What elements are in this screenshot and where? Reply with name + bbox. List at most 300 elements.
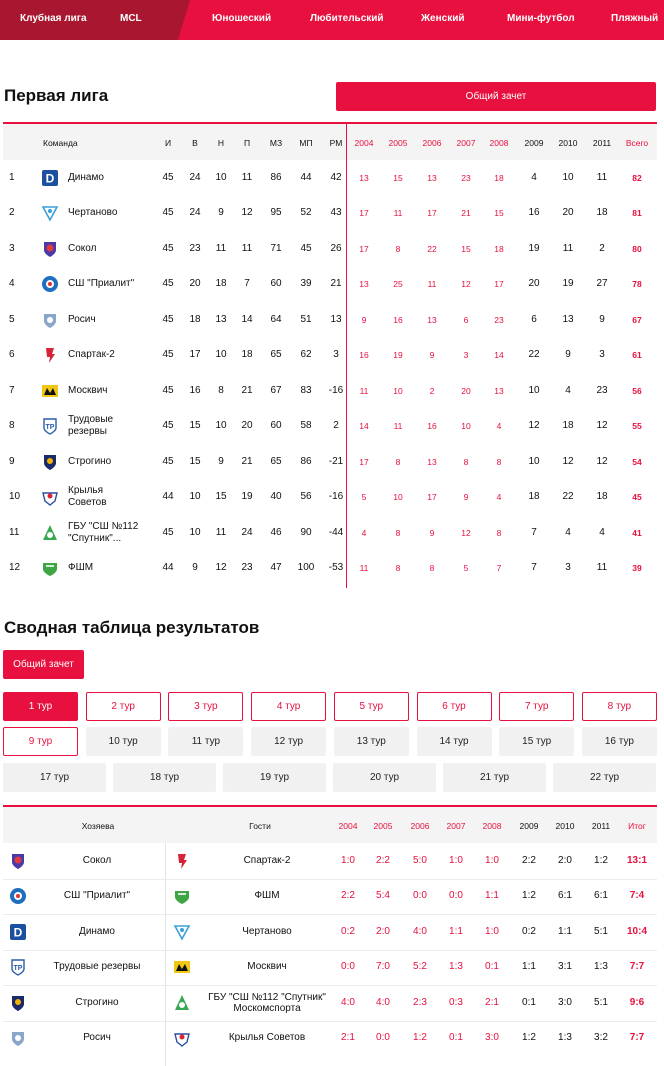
row-separator	[3, 914, 657, 915]
age-points: 8	[496, 527, 502, 538]
stat-value: 44	[162, 562, 174, 574]
stat-value: 13	[215, 313, 227, 325]
age-points: 8	[496, 456, 502, 467]
tour-button[interactable]: 19 тур	[223, 763, 326, 792]
stat-value: 47	[270, 562, 282, 574]
stat-value: 45	[162, 384, 174, 396]
age-score: 4:0	[376, 996, 390, 1008]
age-score: 2:2	[341, 890, 355, 902]
age-points: 4	[565, 384, 571, 396]
age-points: 11	[596, 171, 608, 183]
tour-button[interactable]: 3 тур	[168, 692, 243, 721]
age-points: 4	[496, 492, 502, 503]
age-points: 17	[359, 456, 369, 467]
age-points: 11	[427, 279, 437, 290]
age-points: 10	[393, 492, 403, 503]
stat-value: 67	[270, 384, 282, 396]
age-points: 11	[359, 385, 369, 396]
stat-value: -21	[328, 455, 344, 467]
team-name[interactable]: Трудовые резервы	[68, 414, 114, 438]
stat-value: -16	[328, 491, 344, 503]
moskvich-logo-icon	[173, 958, 191, 976]
age-points: 7	[531, 526, 537, 538]
age-score: 1:2	[522, 1032, 536, 1044]
tour-button[interactable]: 15 тур	[499, 727, 574, 756]
results-total-button[interactable]: Общий зачет	[3, 650, 84, 679]
tour-button[interactable]: 1 тур	[3, 692, 78, 721]
stat-value: 65	[270, 455, 282, 467]
age-points: 10	[562, 171, 574, 183]
age-score: 7:0	[376, 961, 390, 973]
column-header-age: Всего	[625, 138, 649, 148]
stat-value: 60	[270, 278, 282, 290]
total-points: 80	[632, 243, 642, 254]
stat-value: 2	[333, 420, 339, 432]
stat-value: 18	[241, 349, 253, 361]
stat-value: 56	[300, 491, 312, 503]
stat-value: 11	[241, 242, 253, 254]
stat-value: 45	[162, 207, 174, 219]
age-score: 1:0	[485, 854, 499, 866]
standings-row[interactable]	[3, 515, 657, 551]
age-score: 1:2	[413, 1032, 427, 1044]
standings-row[interactable]	[3, 160, 657, 196]
age-points: 12	[562, 455, 574, 467]
tour-button[interactable]: 12 тур	[251, 727, 326, 756]
rosich-logo-icon	[9, 1029, 27, 1047]
stat-value: 45	[162, 278, 174, 290]
stat-value: -16	[328, 384, 344, 396]
stat-value: 64	[270, 313, 282, 325]
team-name[interactable]: Спартак-2	[68, 349, 115, 361]
team-name[interactable]: ГБУ "СШ №112 "Спутник"...	[68, 520, 139, 544]
age-points: 4	[599, 526, 605, 538]
age-points: 17	[427, 492, 437, 503]
team-name[interactable]: Динамо	[68, 171, 104, 183]
standings-table	[3, 122, 657, 588]
away-team[interactable]: Чертаново	[242, 925, 292, 937]
stat-value: 14	[241, 313, 253, 325]
row-position: 1	[9, 171, 15, 183]
tour-button[interactable]: 5 тур	[334, 692, 409, 721]
tour-button[interactable]: 21 тур	[443, 763, 546, 792]
age-points: 9	[429, 527, 435, 538]
age-score: 2:1	[341, 1032, 355, 1044]
standings-row[interactable]	[3, 302, 657, 338]
column-header-team: Команда	[43, 138, 78, 148]
tour-button[interactable]: 18 тур	[113, 763, 216, 792]
stat-value: 18	[215, 278, 227, 290]
age-score: 2:2	[376, 854, 390, 866]
total-points: 39	[632, 563, 642, 574]
stat-value: -44	[328, 526, 344, 538]
age-points: 10	[528, 384, 540, 396]
team-name[interactable]: Крылья Советов	[68, 485, 107, 509]
column-header-age: 2009	[524, 138, 544, 148]
age-score: 0:2	[341, 925, 355, 937]
team-name[interactable]: Росич	[68, 313, 96, 325]
column-header-age: 2008	[482, 821, 502, 831]
home-team[interactable]: Росич	[83, 1032, 111, 1044]
age-score: 3:1	[558, 961, 572, 973]
sputnik-logo-icon	[41, 524, 59, 542]
stat-value: 3	[333, 349, 339, 361]
nav-item-amateur[interactable]: Любительский	[310, 13, 384, 24]
age-points: 9	[361, 314, 367, 325]
standings-row[interactable]	[3, 373, 657, 409]
stat-value: 11	[241, 171, 253, 183]
column-header-stat: И	[164, 138, 172, 148]
row-position: 11	[9, 526, 20, 538]
row-position: 7	[9, 384, 15, 396]
stat-value: 60	[270, 420, 282, 432]
away-team[interactable]: Москвич	[247, 961, 287, 973]
column-header-home: Хозяева	[81, 821, 115, 831]
age-points: 10	[461, 421, 471, 432]
nav-item-beach[interactable]: Пляжный	[611, 13, 659, 24]
standings-row[interactable]	[3, 409, 657, 445]
results-table	[3, 805, 657, 1064]
total-points: 54	[632, 456, 642, 467]
tour-button[interactable]: 11 тур	[168, 727, 243, 756]
tour-button[interactable]: 6 тур	[417, 692, 492, 721]
age-points: 15	[393, 172, 403, 183]
svg-text:D: D	[45, 171, 55, 186]
stat-value: 21	[241, 455, 253, 467]
age-points: 3	[599, 349, 605, 361]
age-score: 2:0	[376, 925, 390, 937]
age-points: 7	[531, 562, 537, 574]
age-points: 3	[463, 350, 469, 361]
stat-value: 11	[215, 526, 227, 538]
age-points: 20	[528, 278, 540, 290]
age-points: 25	[393, 279, 403, 290]
nav-item-mini-football[interactable]: Мини-футбол	[507, 13, 575, 24]
row-position: 3	[9, 242, 15, 254]
stat-value: 24	[189, 171, 201, 183]
stat-value: 23	[189, 242, 201, 254]
age-score: 6:1	[558, 890, 572, 902]
age-score: 1:1	[485, 890, 499, 902]
standings-row[interactable]	[3, 551, 657, 587]
prialit-logo-icon	[41, 275, 59, 293]
stat-value: 9	[218, 455, 224, 467]
age-points: 11	[393, 208, 403, 219]
team-name[interactable]: Чертаново	[68, 207, 118, 219]
standings-row[interactable]	[3, 196, 657, 232]
away-team[interactable]: ГБУ "СШ №112 "Спутник" Москомспорта	[208, 991, 326, 1014]
age-points: 12	[461, 527, 471, 538]
team-name[interactable]: Москвич	[68, 384, 108, 396]
nav-item-mcl[interactable]: MCL	[120, 13, 142, 24]
nav-item-women[interactable]: Женский	[421, 13, 465, 24]
match-row[interactable]	[3, 1021, 657, 1057]
column-header-away: Гости	[249, 821, 271, 831]
sokol-logo-icon	[41, 240, 59, 258]
age-points: 15	[494, 208, 504, 219]
age-points: 12	[528, 420, 540, 432]
stat-value: 11	[215, 242, 227, 254]
age-score: 5:2	[413, 961, 427, 973]
stat-value: 7	[244, 278, 250, 290]
age-points: 8	[395, 456, 401, 467]
row-separator	[3, 985, 657, 986]
stat-value: 20	[241, 420, 253, 432]
age-points: 4	[531, 171, 537, 183]
age-score: 0:1	[522, 996, 536, 1008]
age-points: 21	[461, 208, 471, 219]
team-name[interactable]: СШ "Приалит"	[68, 278, 135, 290]
match-row[interactable]	[3, 914, 657, 950]
stat-value: 44	[300, 171, 312, 183]
age-points: 13	[359, 172, 369, 183]
tour-button[interactable]: 8 тур	[582, 692, 657, 721]
age-points: 8	[395, 243, 401, 254]
home-team[interactable]: СШ "Приалит"	[63, 890, 131, 902]
age-points: 9	[429, 350, 435, 361]
stat-value: 10	[215, 420, 227, 432]
total-points: 67	[632, 314, 642, 325]
age-points: 4	[496, 421, 502, 432]
stat-value: 10	[189, 491, 201, 503]
total-points: 55	[632, 421, 642, 432]
age-score: 1:3	[558, 1032, 572, 1044]
age-points: 13	[427, 314, 437, 325]
tour-button[interactable]: 13 тур	[334, 727, 409, 756]
stat-value: 15	[189, 420, 201, 432]
stat-value: 15	[189, 455, 201, 467]
away-team[interactable]: Спартак-2	[243, 854, 291, 866]
standings-row[interactable]	[3, 444, 657, 480]
strogino-logo-icon	[41, 453, 59, 471]
age-points: 8	[463, 456, 469, 467]
team-name[interactable]: Строгино	[68, 455, 112, 467]
age-points: 11	[562, 242, 574, 254]
age-points: 18	[528, 491, 540, 503]
age-points: 18	[494, 172, 504, 183]
age-points: 12	[596, 455, 608, 467]
stat-value: 23	[241, 562, 253, 574]
total-points: 81	[632, 208, 642, 219]
age-points: 13	[562, 313, 574, 325]
stat-value: 95	[270, 207, 282, 219]
column-header-age: 2006	[410, 821, 430, 831]
age-score: 0:0	[413, 890, 427, 902]
age-points: 16	[427, 421, 437, 432]
tour-button[interactable]: 17 тур	[3, 763, 106, 792]
age-score: 1:0	[485, 925, 499, 937]
standings-row[interactable]	[3, 231, 657, 267]
stat-value: 10	[215, 171, 227, 183]
column-header-age: 2010	[555, 821, 575, 831]
age-points: 27	[596, 278, 608, 290]
age-score: 1:3	[449, 961, 463, 973]
nav-item-club-league[interactable]: Клубная лига	[20, 13, 87, 24]
age-points: 11	[393, 421, 403, 432]
age-points: 16	[528, 207, 540, 219]
home-team[interactable]: Динамо	[79, 925, 115, 937]
tour-button[interactable]: 2 тур	[86, 692, 161, 721]
age-points: 20	[562, 207, 574, 219]
age-score: 1:1	[558, 925, 572, 937]
tour-button[interactable]: 4 тур	[251, 692, 326, 721]
age-points: 6	[531, 313, 537, 325]
stat-value: 45	[300, 242, 312, 254]
age-score: 2:1	[485, 996, 499, 1008]
column-header-age: 2007	[446, 821, 466, 831]
stat-value: 39	[300, 278, 312, 290]
age-points: 5	[463, 563, 469, 574]
strogino-logo-icon	[9, 994, 27, 1012]
stat-value: 45	[162, 420, 174, 432]
age-points: 10	[393, 385, 403, 396]
stat-value: 13	[330, 313, 342, 325]
stat-value: 44	[162, 491, 174, 503]
total-points: 45	[632, 492, 642, 503]
away-team[interactable]: ФШМ	[254, 890, 280, 902]
stat-value: 62	[300, 349, 312, 361]
stat-value: 18	[189, 313, 201, 325]
column-header-total: Итог	[628, 821, 646, 831]
age-points: 8	[395, 527, 401, 538]
tour-button[interactable]: 22 тур	[553, 763, 656, 792]
age-points: 18	[596, 207, 608, 219]
stat-value: 43	[330, 207, 342, 219]
age-score: 2:3	[413, 996, 427, 1008]
age-points: 5	[361, 492, 367, 503]
away-team[interactable]: Крылья Советов	[228, 1032, 306, 1044]
match-total: 9:6	[629, 996, 645, 1008]
spartak-logo-icon	[41, 346, 59, 364]
krylya-logo-icon	[173, 1029, 191, 1047]
stat-value: 21	[241, 384, 253, 396]
age-points: 18	[562, 420, 574, 432]
age-score: 2:2	[522, 854, 536, 866]
stat-value: 45	[162, 526, 174, 538]
column-header-age: 2004	[354, 138, 374, 148]
row-position: 9	[9, 455, 15, 467]
home-team[interactable]: Сокол	[82, 854, 112, 866]
age-points: 8	[429, 563, 435, 574]
age-score: 1:0	[449, 854, 463, 866]
total-points: 78	[632, 279, 642, 290]
team-name[interactable]: ФШМ	[68, 562, 94, 574]
column-header-stat: МП	[299, 138, 313, 148]
sputnik-logo-icon	[173, 994, 191, 1012]
age-score: 3:0	[558, 996, 572, 1008]
krylya-logo-icon	[41, 488, 59, 506]
tour-button[interactable]: 20 тур	[333, 763, 436, 792]
tour-button[interactable]: 10 тур	[86, 727, 161, 756]
standings-header	[3, 124, 657, 160]
age-points: 22	[528, 349, 540, 361]
row-separator	[3, 1021, 657, 1022]
match-row[interactable]	[3, 985, 657, 1021]
row-position: 8	[9, 420, 15, 432]
age-points: 18	[596, 491, 608, 503]
total-standings-button[interactable]: Общий зачет	[336, 82, 656, 111]
age-points: 12	[596, 420, 608, 432]
age-score: 0:0	[376, 1032, 390, 1044]
age-points: 23	[596, 384, 608, 396]
results-title: Сводная таблица результатов	[4, 618, 260, 637]
fshm-logo-icon	[41, 559, 59, 577]
age-score: 3:2	[594, 1032, 608, 1044]
age-points: 16	[359, 350, 369, 361]
stat-value: 10	[215, 349, 227, 361]
age-points: 10	[528, 455, 540, 467]
age-score: 3:0	[485, 1032, 499, 1044]
trudovye-logo-icon	[41, 417, 59, 435]
league-title: Первая лига	[4, 86, 109, 105]
home-team[interactable]: Строгино	[75, 996, 119, 1008]
column-header-age: 2011	[591, 821, 611, 831]
stat-value: 71	[270, 242, 282, 254]
match-total: 7:7	[629, 1032, 645, 1044]
chertanovo-logo-icon	[41, 204, 59, 222]
match-row[interactable]	[3, 879, 657, 915]
age-score: 1:2	[594, 854, 608, 866]
standings-row[interactable]	[3, 338, 657, 374]
age-points: 22	[562, 491, 574, 503]
age-points: 11	[359, 563, 369, 574]
svg-text:ТР: ТР	[45, 424, 55, 432]
tour-button[interactable]: 14 тур	[417, 727, 492, 756]
age-points: 3	[565, 562, 571, 574]
home-team[interactable]: Трудовые резервы	[53, 961, 141, 973]
tour-button[interactable]: 7 тур	[499, 692, 574, 721]
stat-value: 42	[330, 171, 342, 183]
age-points: 6	[463, 314, 469, 325]
row-separator	[3, 950, 657, 951]
stat-value: 86	[300, 455, 312, 467]
age-points: 9	[599, 313, 605, 325]
age-points: 12	[461, 279, 471, 290]
age-points: 19	[562, 278, 574, 290]
age-score: 0:0	[341, 961, 355, 973]
stat-value: 45	[162, 242, 174, 254]
stat-value: 24	[189, 207, 201, 219]
stat-value: 12	[215, 562, 227, 574]
stat-value: 16	[189, 384, 201, 396]
tour-button[interactable]: 16 тур	[582, 727, 657, 756]
age-score: 0:1	[485, 961, 499, 973]
match-row[interactable]	[3, 950, 657, 986]
nav-item-youth[interactable]: Юношеский	[212, 13, 272, 24]
age-points: 17	[359, 208, 369, 219]
age-score: 1:1	[522, 961, 536, 973]
age-points: 7	[496, 563, 502, 574]
team-name[interactable]: Сокол	[68, 242, 97, 254]
fshm-logo-icon	[173, 887, 191, 905]
tour-button[interactable]: 9 тур	[3, 727, 78, 756]
match-row[interactable]	[3, 843, 657, 879]
standings-row[interactable]	[3, 480, 657, 516]
column-header-stat: Н	[217, 138, 225, 148]
column-header-age: 2006	[422, 138, 442, 148]
standings-row[interactable]	[3, 267, 657, 303]
stat-value: 10	[189, 526, 201, 538]
results-header	[3, 807, 657, 843]
age-points: 8	[395, 563, 401, 574]
age-points: 13	[359, 279, 369, 290]
stat-value: 8	[218, 384, 224, 396]
stat-value: 86	[270, 171, 282, 183]
age-score: 0:2	[522, 925, 536, 937]
age-points: 16	[393, 314, 403, 325]
prialit-logo-icon	[9, 887, 27, 905]
age-score: 5:0	[413, 854, 427, 866]
